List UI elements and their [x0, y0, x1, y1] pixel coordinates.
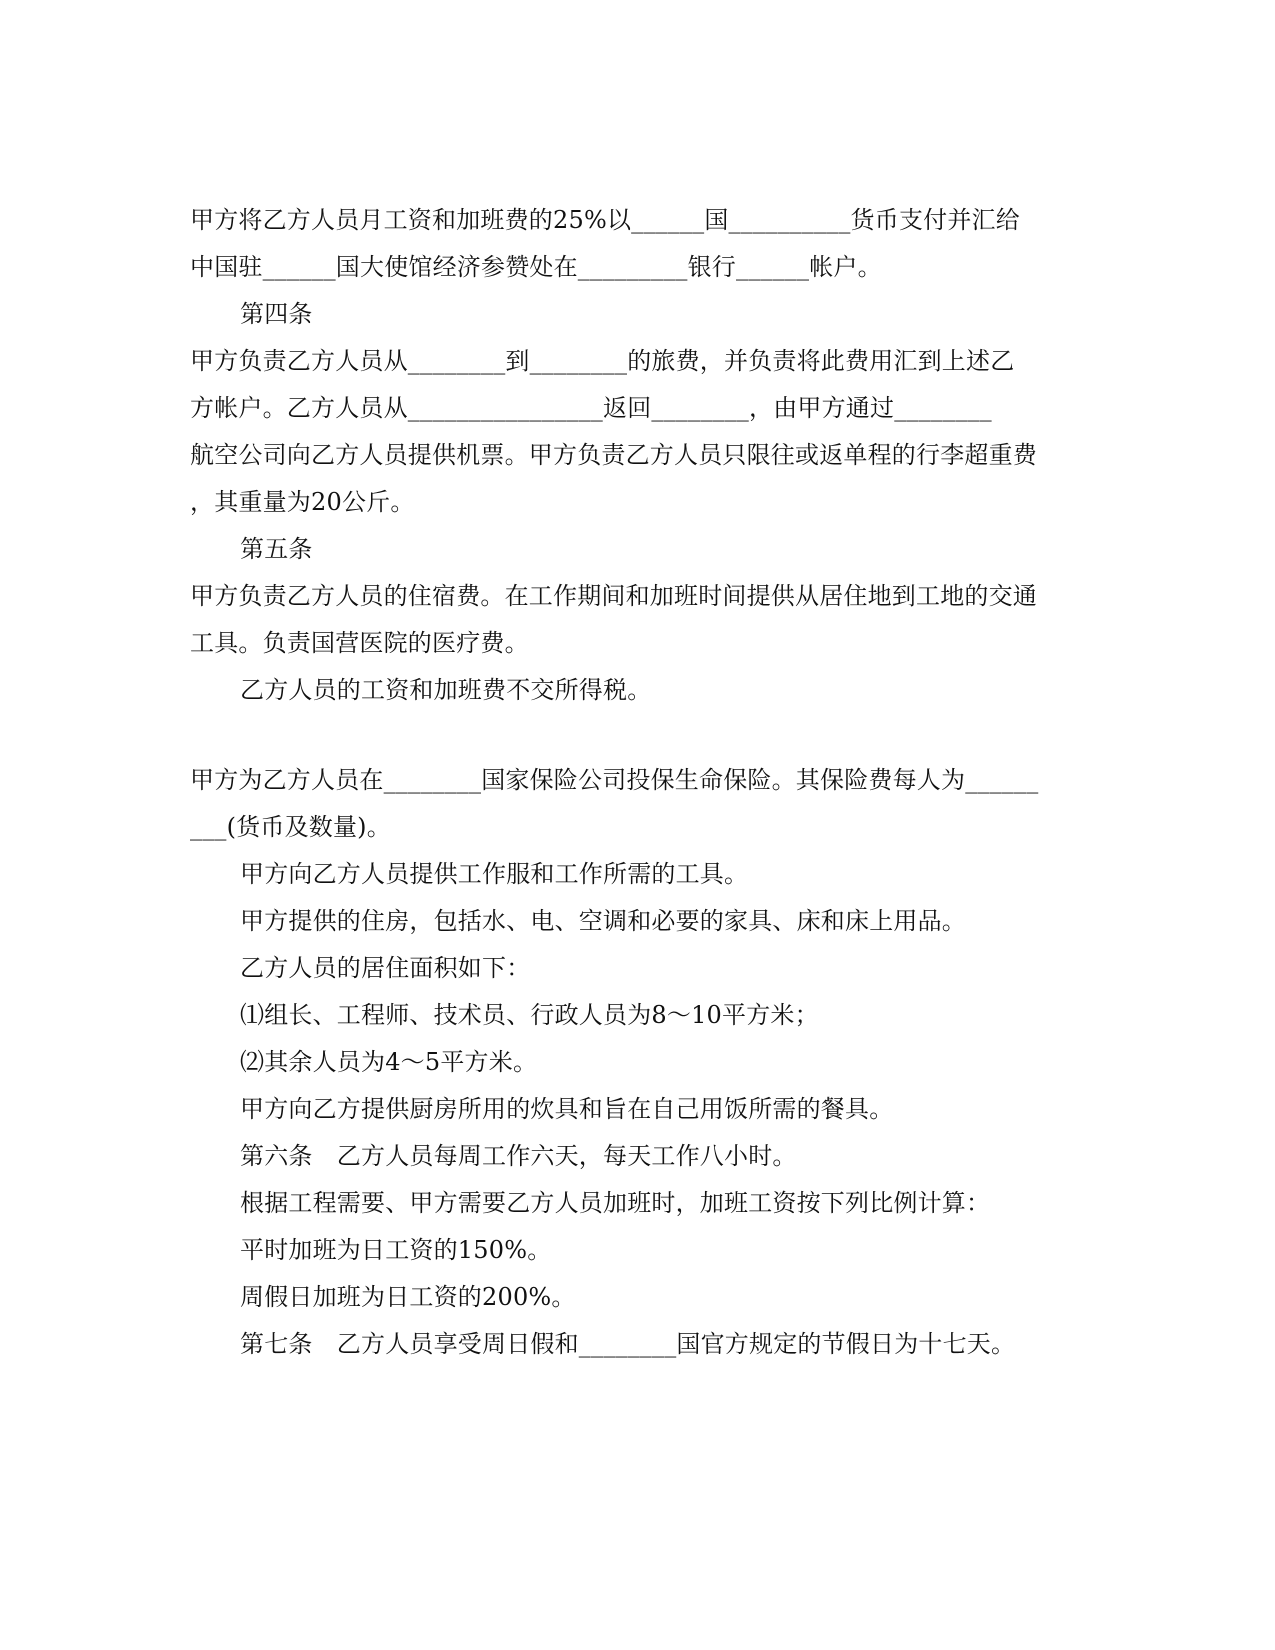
paragraph-line: 工具。负责国营医院的医疗费。 — [190, 629, 529, 657]
paragraph-line: 甲方负责乙方人员从________到________的旅费，并负责将此费用汇到上述乙 — [190, 347, 1015, 375]
article-paragraph: 第七条 乙方人员享受周日假和________国官方规定的节假日为十七天。 — [240, 1330, 1016, 1358]
paragraph-line: ，其重量为20公斤。 — [190, 488, 415, 516]
paragraph-line: 方帐户。乙方人员从________________返回________，由甲方通过________ — [190, 394, 992, 422]
paragraph-line: 甲方提供的住房，包括水、电、空调和必要的家具、床和床上用品。 — [240, 907, 966, 935]
article-heading: 第五条 — [240, 535, 313, 563]
paragraph-line: 平时加班为日工资的150%。 — [240, 1236, 552, 1264]
paragraph-line: 甲方向乙方提供厨房所用的炊具和旨在自己用饭所需的餐具。 — [240, 1095, 894, 1123]
paragraph-line: 航空公司向乙方人员提供机票。甲方负责乙方人员只限往或返单程的行李超重费 — [190, 441, 1037, 469]
paragraph-line: 乙方人员的工资和加班费不交所得税。 — [240, 676, 652, 704]
paragraph-line: 甲方将乙方人员月工资和加班费的25%以______国__________货币支付并汇给 — [190, 206, 1020, 234]
list-item: ⑴组长、工程师、技术员、行政人员为8～10平方米； — [240, 1001, 819, 1029]
paragraph-line: 根据工程需要、甲方需要乙方人员加班时，加班工资按下列比例计算： — [240, 1189, 991, 1217]
article-heading: 第四条 — [240, 300, 313, 328]
paragraph-line: ___(货币及数量)。 — [190, 813, 391, 841]
article-paragraph: 第六条 乙方人员每周工作六天，每天工作八小时。 — [240, 1142, 797, 1170]
paragraph-line: 周假日加班为日工资的200%。 — [240, 1283, 576, 1311]
paragraph-line: 甲方为乙方人员在________国家保险公司投保生命保险。其保险费每人为______ — [190, 766, 1039, 794]
paragraph-line: 甲方负责乙方人员的住宿费。在工作期间和加班时间提供从居住地到工地的交通 — [190, 582, 1037, 610]
paragraph-line: 乙方人员的居住面积如下： — [240, 954, 531, 982]
paragraph-line: 中国驻______国大使馆经济参赞处在_________银行______帐户。 — [190, 253, 882, 281]
paragraph-line: 甲方向乙方人员提供工作服和工作所需的工具。 — [240, 860, 749, 888]
list-item: ⑵其余人员为4～5平方米。 — [240, 1048, 538, 1076]
